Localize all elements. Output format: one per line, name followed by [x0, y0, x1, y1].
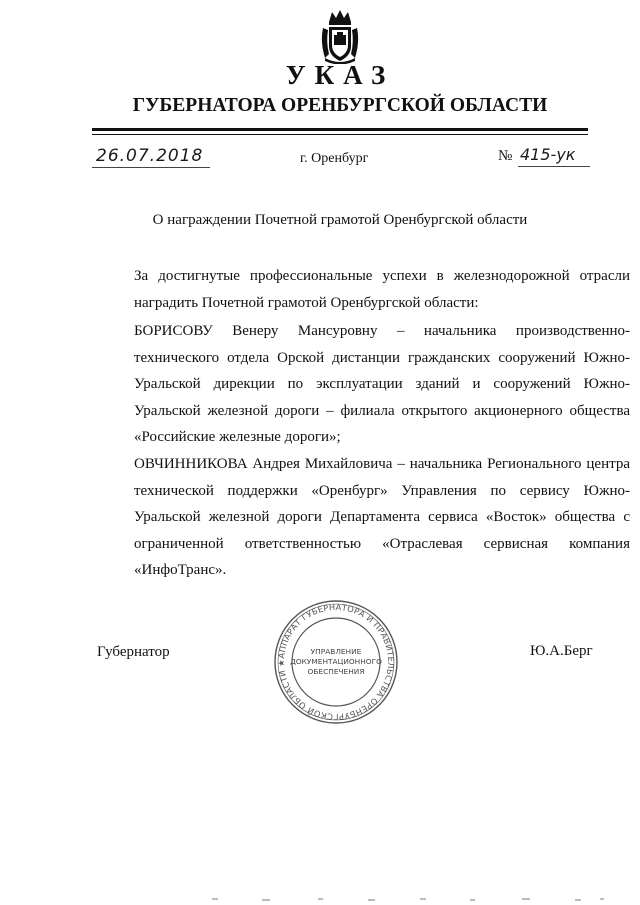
coat-of-arms-icon [319, 8, 361, 64]
svg-text:ОБЕСПЕЧЕНИЯ: ОБЕСПЕЧЕНИЯ [307, 667, 365, 676]
date-underline [92, 167, 210, 168]
signatory-name: Ю.А.Берг [530, 643, 593, 659]
document-type-heading: УКАЗ [285, 60, 395, 90]
svg-text:УПРАВЛЕНИЕ: УПРАВЛЕНИЕ [310, 647, 362, 656]
signatory-title: Губернатор [97, 644, 170, 660]
issuer-heading: ГУБЕРНАТОРА ОРЕНБУРГСКОЙ ОБЛАСТИ [132, 95, 548, 116]
recipient-paragraph-2: ОВЧИННИКОВА Андрея Михайловича – начальника Регионального центра технической поддержки «Оренбург» Управления по сервису Южно-Уральской железной дороги Департамента сервиса «Восток» общества с ограниченной ответственностью «Отраслевая сервисная компания «ИнфоТранс». [134, 456, 630, 578]
body-intro-paragraph: За достигнутые профессиональные успехи в железнодорожной отрасли наградить Почетной грамотой Оренбургской области: [134, 268, 630, 311]
svg-text:ДОКУМЕНТАЦИОННОГО: ДОКУМЕНТАЦИОННОГО [290, 657, 382, 666]
document-date: 26.07.2018 [96, 146, 204, 166]
document-city: г. Оренбург [300, 151, 369, 166]
recipient-paragraph-1: БОРИСОВУ Венеру Мансуровну – начальника производственно-технического отдела Орской дистанции гражданских сооружений Южно-Уральской дирекции по эксплуатации зданий и сооружений Южно-Уральской железной дороги – филиала открытого акционерного общества «Российские железные дороги»; [134, 323, 630, 445]
svg-text:АППАРАТ ГУБЕРНАТОРА И ПРАВИТЕЛ: АППАРАТ ГУБЕРНАТОРА И ПРАВИТЕЛЬСТВА ОРЕНБУРГСКОЙ ОБЛАСТИ ★ [275, 601, 397, 723]
document-number-value: 415-ук [520, 145, 576, 164]
header-divider-thin [92, 134, 588, 135]
official-seal-stamp [270, 600, 402, 724]
document-subject: О награждении Почетной грамотой Оренбургской области [152, 212, 528, 228]
number-underline [518, 166, 590, 167]
document-number-label: № [498, 148, 513, 164]
scan-artifact-strip [0, 890, 640, 905]
header-divider-thick [92, 128, 588, 131]
